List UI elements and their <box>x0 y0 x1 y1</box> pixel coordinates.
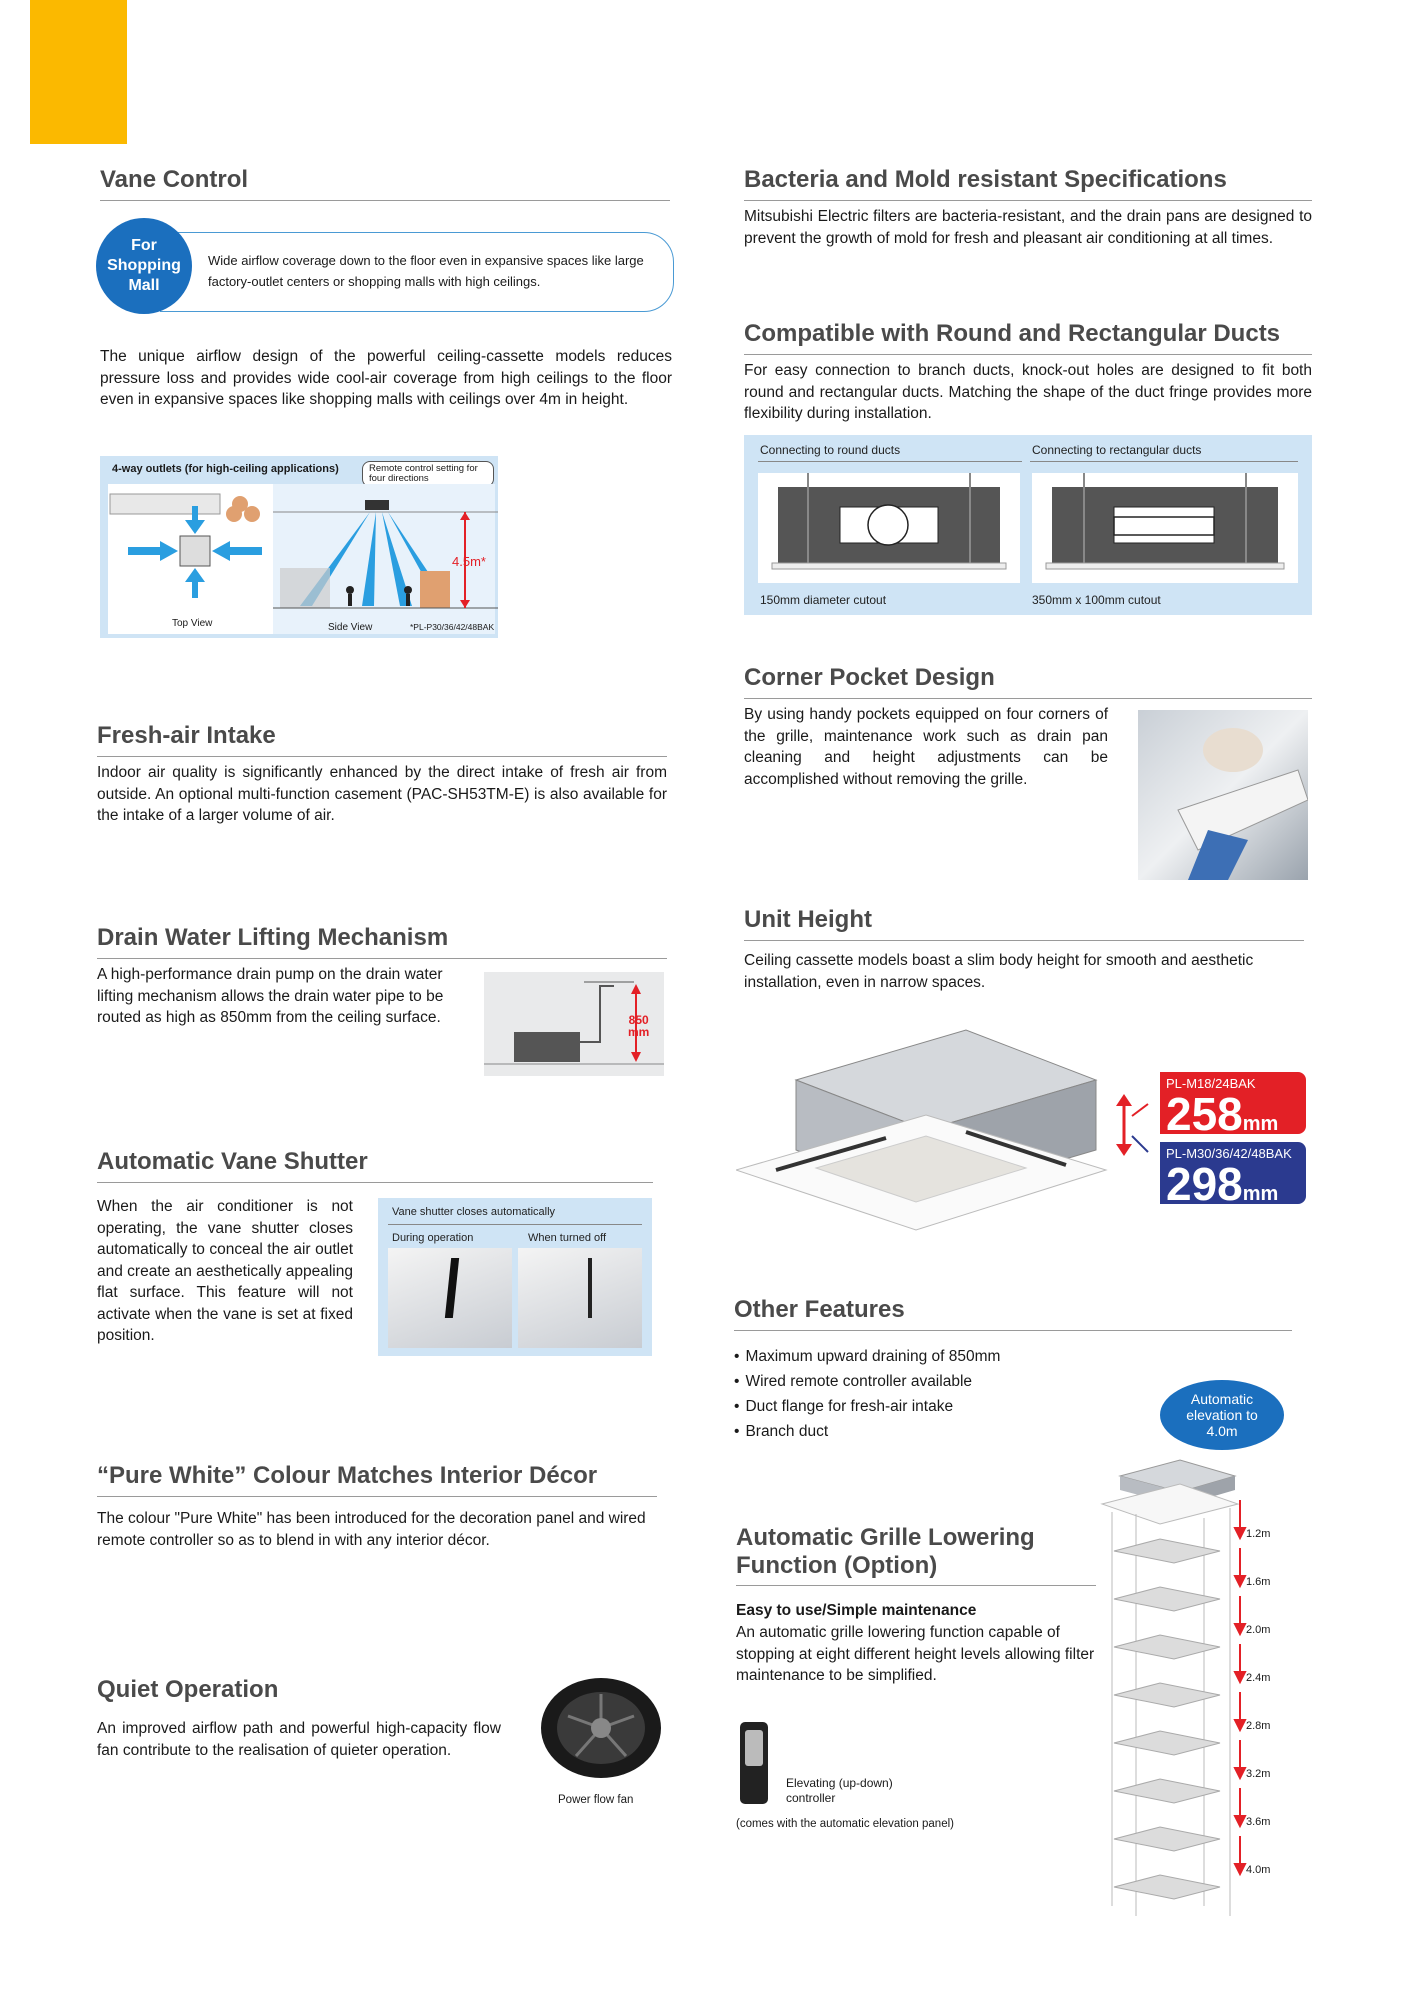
round-duct-label: Connecting to round ducts <box>760 443 901 457</box>
model-small: PL-M18/24BAK <box>1166 1076 1256 1091</box>
vane-figure <box>100 456 498 638</box>
feature-item: • Duct flange for fresh-air intake <box>734 1394 1094 1419</box>
cassette-unit-illustration <box>736 1020 1116 1240</box>
corner-color-tab <box>30 0 127 144</box>
quiet-body: An improved airflow path and powerful high-capacity flow fan contribute to the realisation of quieter operation. <box>97 1720 501 1759</box>
grille-body: An automatic grille lowering function capable of stopping at eight different height levels allowing filter maintenance to be simplified. <box>736 1624 1095 1684</box>
callout-text: Wide airflow coverage down to the floor even in expansive spaces like large factory-outlet centers or shopping malls with high ceilings. <box>208 253 644 289</box>
fan-caption: Power flow fan <box>558 1794 634 1806</box>
level-label: 3.2m <box>1246 1768 1271 1780</box>
level-label: 2.4m <box>1246 1672 1271 1684</box>
feature-item: • Branch duct <box>734 1419 1094 1444</box>
feature-item: • Maximum upward draining of 850mm <box>734 1344 1094 1369</box>
rect-rule <box>1030 461 1298 462</box>
remote-controller <box>740 1722 768 1804</box>
badge-label: For Shopping Mall <box>107 237 181 294</box>
round-rule <box>758 461 1022 462</box>
corner-pocket-illustration <box>1138 710 1308 880</box>
rect-duct-diagram <box>1032 473 1298 583</box>
drain-height-label <box>628 1014 649 1038</box>
pure-white-body: The colour "Pure White" has been introduced for the decoration panel and wired remote controller so as to blend in with any interior décor. <box>97 1510 646 1549</box>
bacteria-body: Mitsubishi Electric filters are bacteria-resistant, and the drain pans are designed to prevent the growth of mold for fresh and pleasant air conditioning at all times. <box>744 208 1312 247</box>
corner-pocket-title: Corner Pocket Design <box>744 664 1312 699</box>
ducts-figure <box>744 435 1312 615</box>
fig-remote-note: Remote control setting for four directions <box>362 461 494 487</box>
shutter-fig-title: Vane shutter closes automatically <box>392 1206 556 1218</box>
during-operation-photo <box>388 1248 512 1348</box>
controller-label: Elevating (up-down) controller <box>786 1776 893 1805</box>
auto-elevation-label: Automatic elevation to 4.0m <box>1186 1391 1258 1439</box>
height-small: 258 <box>1166 1088 1243 1140</box>
drain-figure <box>484 972 664 1076</box>
grille-level-arrows <box>1226 1498 1256 1918</box>
drain-title: Drain Water Lifting Mechanism <box>97 924 667 959</box>
shutter-rule <box>388 1224 642 1225</box>
round-duct-panel <box>758 473 1020 583</box>
corner-pocket-photo <box>1138 710 1308 880</box>
auto-elevation-badge <box>1160 1380 1284 1450</box>
unit-large: mm <box>1242 1183 1279 1205</box>
fig-height-label: 4.5m* <box>452 554 486 569</box>
round-cutout-label: 150mm diameter cutout <box>760 593 887 607</box>
vane-diagram <box>100 456 498 638</box>
vane-control-body: The unique airflow design of the powerful ceiling-cassette models reduces pressure loss and provides wide cool-air coverage from high ceilings to the floor even in expansive spaces like shopping malls with ceilings over 4m in height. <box>100 348 672 408</box>
ducts-title: Compatible with Round and Rectangular Ducts <box>744 320 1312 355</box>
shopping-mall-badge <box>96 218 192 314</box>
round-duct-diagram <box>758 473 1020 583</box>
grille-subtitle: Easy to use/Simple maintenance <box>736 1602 977 1619</box>
corner-pocket-body: By using handy pockets equipped on four corners of the grille, maintenance work such as drain pan cleaning and height adjustments can be accomplished without removing the grille. <box>744 706 1108 788</box>
rect-duct-label: Connecting to rectangular ducts <box>1032 443 1202 457</box>
turned-off-label: When turned off <box>528 1232 607 1244</box>
unit-height-title: Unit Height <box>744 906 1304 941</box>
rect-duct-panel <box>1032 473 1298 583</box>
quiet-title: Quiet Operation <box>97 1676 279 1703</box>
vane-control-title: Vane Control <box>100 166 670 201</box>
rect-cutout-label: 350mm x 100mm cutout <box>1032 593 1161 607</box>
height-arrow <box>1112 1092 1152 1160</box>
fig-model-note: *PL-P30/36/42/48BAK <box>410 622 495 632</box>
level-label: 2.0m <box>1246 1624 1271 1636</box>
level-label: 1.6m <box>1246 1576 1271 1588</box>
height-tag-large <box>1160 1142 1306 1210</box>
vane-shutter-figure <box>378 1198 652 1356</box>
during-operation-label: During operation <box>392 1232 474 1244</box>
height-tag-small <box>1160 1072 1306 1140</box>
bacteria-title: Bacteria and Mold resistant Specifications <box>744 166 1312 201</box>
grille-title: Automatic Grille Lowering Function (Option) <box>736 1524 1096 1586</box>
elevation-panel-note: (comes with the automatic elevation panel) <box>736 1818 954 1830</box>
unit-small: mm <box>1242 1113 1279 1135</box>
level-label: 2.8m <box>1246 1720 1271 1732</box>
height-large: 298 <box>1166 1158 1243 1210</box>
drain-height-value: 850 <box>628 1013 649 1027</box>
drain-height-unit: mm <box>628 1025 650 1039</box>
level-label: 4.0m <box>1246 1864 1271 1876</box>
fresh-air-body: Indoor air quality is significantly enhanced by the direct intake of fresh air from outside. An optional multi-function casement (PAC-SH53TM-E) is also available for the intake of a larger volume of air. <box>97 764 667 824</box>
vane-shutter-title: Automatic Vane Shutter <box>97 1148 653 1183</box>
feature-item: • Wired remote controller available <box>734 1369 1094 1394</box>
grille-lowering-diagram <box>1100 1456 1240 1926</box>
turned-off-photo <box>518 1248 642 1348</box>
level-label: 1.2m <box>1246 1528 1271 1540</box>
other-features-title: Other Features <box>734 1296 1292 1331</box>
model-large: PL-M30/36/42/48BAK <box>1166 1146 1292 1161</box>
pure-white-title: “Pure White” Colour Matches Interior Décor <box>97 1462 657 1497</box>
vane-shutter-body: When the air conditioner is not operating, the vane shutter closes automatically to conceal the air outlet and create an aesthetically appealing flat surface. This feature will not activate when the vane is set at fixed position. <box>97 1198 353 1344</box>
unit-height-body: Ceiling cassette models boast a slim body height for smooth and aesthetic installation, even in narrow spaces. <box>744 952 1254 991</box>
drain-body: A high-performance drain pump on the drain water lifting mechanism allows the drain water pipe to be routed as high as 850mm from the ceiling surface. <box>97 966 444 1026</box>
fig-side-view: Side View <box>328 622 373 633</box>
fresh-air-title: Fresh-air Intake <box>97 722 667 757</box>
power-flow-fan-image <box>536 1676 666 1786</box>
ducts-body: For easy connection to branch ducts, knock-out holes are designed to fit both round and rectangular ducts. Matching the shape of the duct fringe provides more flexibility during installation. <box>744 362 1312 422</box>
fig-top-view: Top View <box>172 618 213 629</box>
other-features-list <box>734 1344 1094 1444</box>
level-label: 3.6m <box>1246 1816 1271 1828</box>
fig-title: 4-way outlets (for high-ceiling applications) <box>112 463 339 475</box>
